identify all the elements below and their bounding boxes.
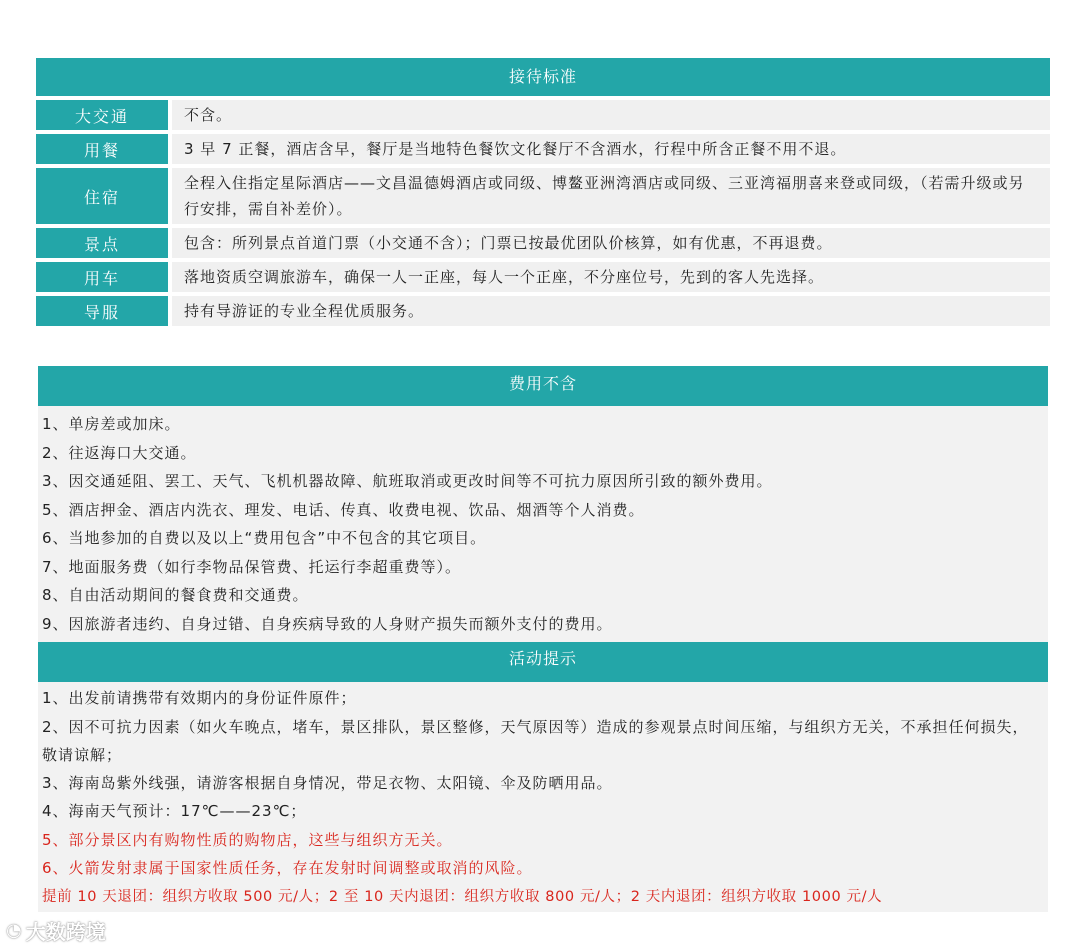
section-header: 费用不含 <box>38 366 1048 406</box>
exclusions-list <box>38 406 1048 642</box>
standard-row-vehicle <box>36 262 1050 292</box>
row-value: 持有导游证的专业全程优质服务。 <box>172 296 1050 326</box>
standard-row-guide <box>36 296 1050 326</box>
watermark-text: 大数跨境 <box>25 920 106 944</box>
list-item: 1、单房差或加床。 <box>42 415 181 433</box>
warning-item: 6、火箭发射隶属于国家性质任务，存在发射时间调整或取消的风险。 <box>42 859 533 877</box>
standard-row-attractions <box>36 228 1050 258</box>
list-item: 1、出发前请携带有效期内的身份证件原件； <box>42 689 357 707</box>
section-header: 活动提示 <box>38 642 1048 682</box>
row-value: 3 早 7 正餐，酒店含早，餐厅是当地特色餐饮文化餐厅不含酒水，行程中所含正餐不用不退。 <box>172 134 1050 164</box>
list-item: 2、因不可抗力因素（如火车晚点，堵车，景区排队，景区整修，天气原因等）造成的参观景点时间压缩，与组织方无关，不承担任何损失，敬请谅解； <box>42 717 1029 764</box>
list-item: 9、因旅游者违约、自身过错、自身疾病导致的人身财产损失而额外支付的费用。 <box>42 614 613 633</box>
list-item: 7、地面服务费（如行李物品保管费、托运行李超重费等）。 <box>42 557 462 576</box>
row-value: 不含。 <box>172 100 1050 130</box>
row-value: 落地资质空调旅游车，确保一人一正座，每人一个正座，不分座位号，先到的客人先选择。 <box>172 262 1050 292</box>
list-item: 6、当地参加的自费以及以上“费用包含”中不包含的其它项目。 <box>42 529 487 547</box>
warning-item: 5、部分景区内有购物性质的购物店，这些与组织方无关。 <box>42 830 453 849</box>
list-item: 4、海南天气预计：17℃——23℃； <box>42 802 307 820</box>
list-item: 2、往返海口大交通。 <box>42 443 197 462</box>
list-item: 8、自由活动期间的餐食费和交通费。 <box>42 586 309 604</box>
row-value: 包含：所列景点首道门票（小交通不含）；门票已按最优团队价核算，如有优惠，不再退费。 <box>172 228 1050 258</box>
list-item: 3、因交通延阻、罢工、天气、飞机机器故障、航班取消或更改时间等不可抗力原因所引致的额外费用。 <box>42 472 773 490</box>
list-item: 3、海南岛紫外线强，请游客根据自身情况，带足衣物、太阳镜、伞及防晒用品。 <box>42 773 613 792</box>
logo-icon: ◔ <box>6 920 22 941</box>
standard-row-transport <box>36 100 1050 130</box>
standard-row-lodging <box>36 168 1050 224</box>
tips-list <box>38 682 1048 912</box>
section-header: 接待标准 <box>36 58 1050 96</box>
list-item: 5、酒店押金、酒店内洗衣、理发、电话、传真、收费电视、饮品、烟酒等个人消费。 <box>42 500 645 519</box>
row-label: 住宿 <box>36 168 168 224</box>
row-label: 用餐 <box>36 134 168 164</box>
exclusions-section <box>38 366 1048 642</box>
reception-standards-section <box>36 58 1050 326</box>
row-label: 景点 <box>36 228 168 258</box>
row-label: 用车 <box>36 262 168 292</box>
standard-row-meals <box>36 134 1050 164</box>
row-value: 全程入住指定星际酒店——文昌温德姆酒店或同级、博鳌亚洲湾酒店或同级、三亚湾福朋喜来登或同级，（若需升级或另行安排，需自补差价）。 <box>172 168 1050 224</box>
row-label: 大交通 <box>36 100 168 130</box>
row-label: 导服 <box>36 296 168 326</box>
watermark <box>6 916 106 945</box>
refund-policy: 提前 10 天退团：组织方收取 500 元/人；2 至 10 天内退团：组织方收取 800 元/人；2 天内退团：组织方收取 1000 元/人 <box>42 888 883 905</box>
activity-tips-section <box>38 642 1048 912</box>
